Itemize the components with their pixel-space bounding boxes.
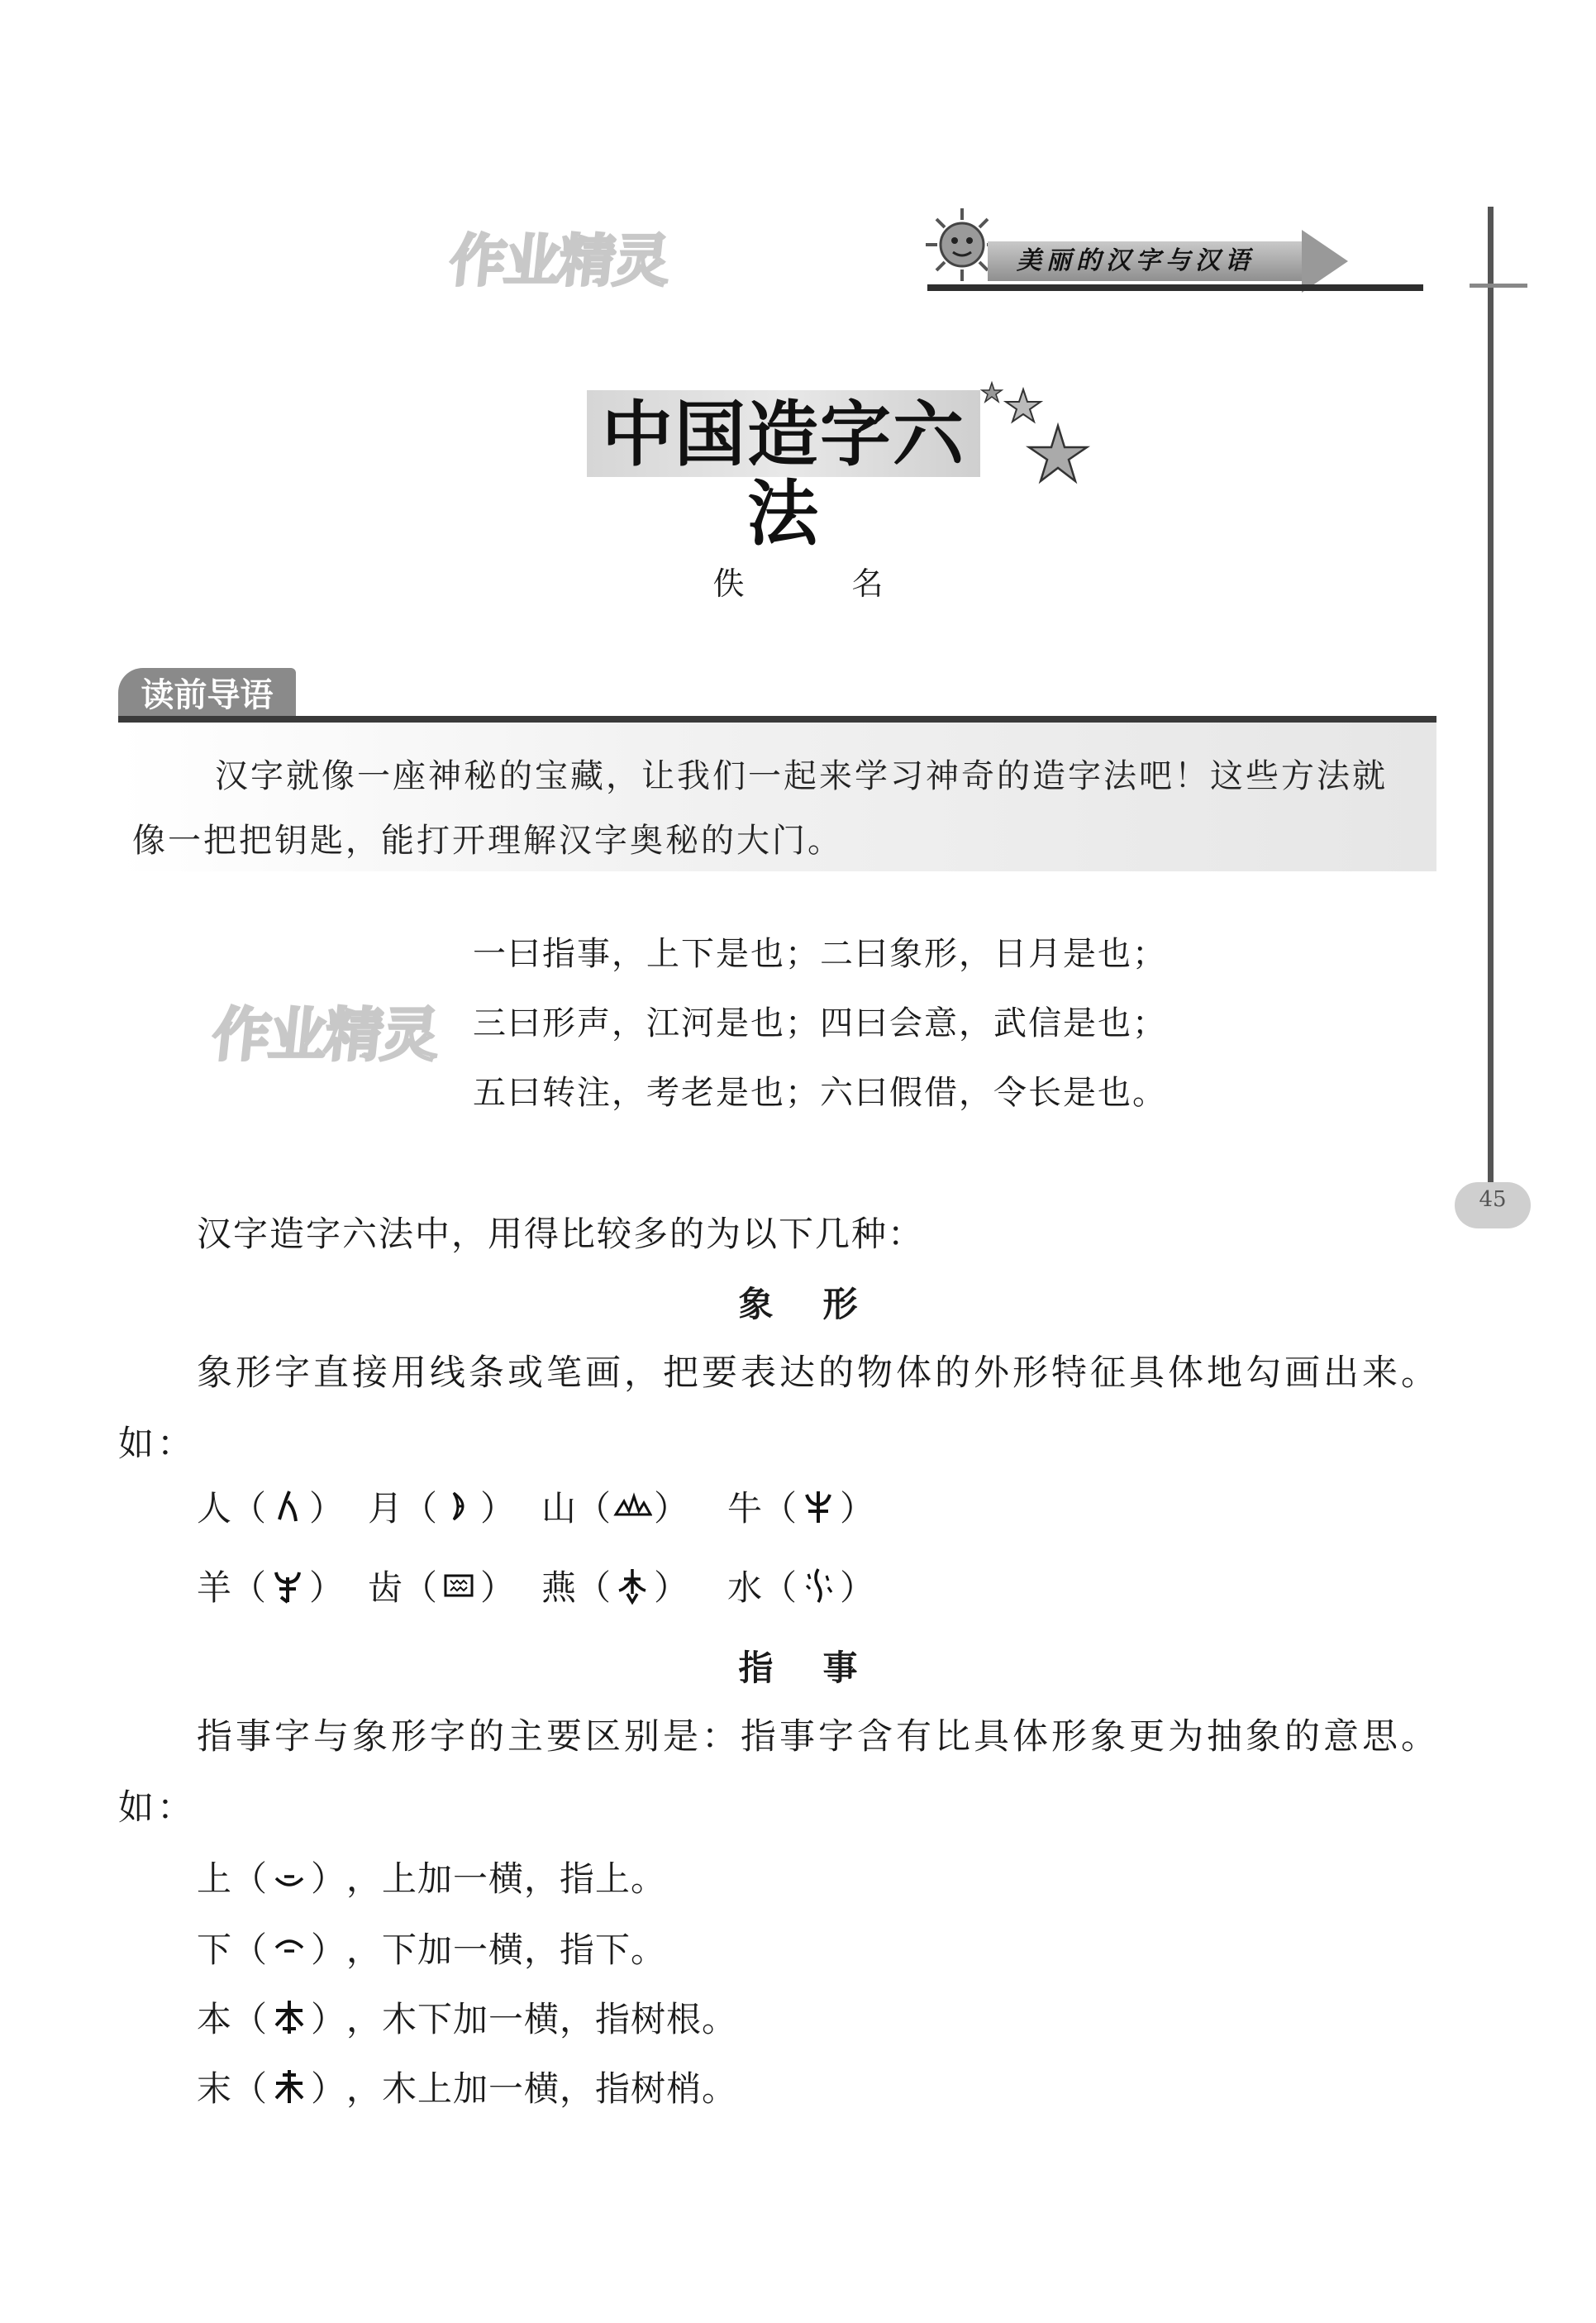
watermark: 作业精灵 — [446, 229, 672, 294]
shang-glyph-icon — [269, 1857, 309, 1896]
banner-arrow-icon — [1302, 230, 1348, 293]
example-yang: 羊 （ ） — [197, 1561, 344, 1610]
example-char: 齿 — [368, 1567, 403, 1608]
example-text: ，木上加一横，指树梢。 — [346, 2068, 738, 2109]
yan-glyph-icon — [612, 1566, 652, 1605]
example-char: 下 — [197, 1929, 233, 1970]
example-char: 燕 — [541, 1567, 577, 1608]
poem-line: 一曰指事，上下是也；二曰象形，日月是也； — [473, 935, 1167, 973]
zhishi-example-mo: 末 （ ） ，木上加一横，指树梢。 — [197, 2062, 737, 2111]
example-yue: 月 （ ） — [368, 1481, 515, 1531]
chi-glyph-icon — [439, 1566, 479, 1605]
stars-icon — [975, 376, 1099, 500]
zhishi-description: 指事字与象形字的主要区别是：指事字含有比具体形象更为抽象的意思。如： — [118, 1716, 1440, 1829]
guide-rule — [118, 716, 1436, 723]
example-shui: 水 （ ） — [727, 1561, 874, 1610]
poem-line: 五曰转注，考老是也；六曰假借，令长是也。 — [473, 1074, 1167, 1112]
example-text: ，上加一横，指上。 — [346, 1858, 667, 1899]
example-text: ，下加一横，指下。 — [346, 1929, 667, 1970]
example-yan: 燕 （ ） — [541, 1561, 688, 1610]
margin-line-cross — [1470, 284, 1527, 288]
zhishi-example-ben: 本 （ ） ，木下加一横，指树根。 — [197, 1992, 737, 2042]
margin-line — [1488, 207, 1494, 1199]
poem-line: 三曰形声，江河是也；四曰会意，武信是也； — [473, 1004, 1167, 1042]
page-number: 45 — [1479, 1187, 1507, 1212]
zhishi-example-xia: 下 （ ） ，下加一横，指下。 — [197, 1923, 666, 1972]
example-shan: 山 （ ） — [541, 1481, 688, 1531]
example-char: 上 — [197, 1858, 233, 1899]
guide-text: 汉字就像一座神秘的宝藏，让我们一起来学习神奇的造字法吧！这些方法就像一把把钥匙，能打开理解汉字奥秘的大门。 — [132, 757, 1388, 860]
yue-glyph-icon — [439, 1486, 479, 1526]
banner-text: 美丽的汉字与汉语 — [1017, 246, 1255, 275]
page-title: 中国造字六法 — [602, 393, 965, 556]
banner-underline — [927, 284, 1423, 291]
example-char: 水 — [727, 1567, 763, 1608]
xiangxing-description: 象形字直接用线条或笔画，把要表达的物体的外形特征具体地勾画出来。如： — [118, 1352, 1440, 1465]
example-char: 末 — [197, 2068, 233, 2109]
zhishi-example-shang: 上 （ ） ，上加一横，指上。 — [197, 1852, 666, 1901]
example-char: 本 — [197, 1999, 233, 2039]
shui-glyph-icon — [798, 1566, 838, 1605]
niu-glyph-icon — [798, 1486, 838, 1526]
ren-glyph-icon — [268, 1486, 307, 1526]
example-char: 人 — [197, 1488, 232, 1529]
example-text: ，木下加一横，指树根。 — [346, 1999, 738, 2039]
yang-glyph-icon — [268, 1566, 307, 1605]
example-char: 羊 — [197, 1567, 232, 1608]
section-title-zhishi: 指事 — [738, 1648, 908, 1688]
example-char: 山 — [541, 1488, 577, 1529]
example-niu: 牛 （ ） — [727, 1481, 874, 1531]
ben-glyph-icon — [269, 1997, 309, 2037]
intro-text: 汉字造字六法中，用得比较多的为以下几种： — [197, 1214, 925, 1254]
shan-glyph-icon — [612, 1486, 652, 1526]
watermark: 作业精灵 — [209, 1001, 441, 1069]
example-char: 牛 — [727, 1488, 763, 1529]
example-ren: 人 （ ） — [197, 1481, 344, 1531]
guide-label: 读前导语 — [141, 675, 274, 714]
example-char: 月 — [368, 1488, 403, 1529]
section-title-xiangxing: 象形 — [738, 1284, 908, 1324]
author: 佚 名 — [712, 565, 922, 602]
mo-glyph-icon — [269, 2067, 309, 2106]
example-chi: 齿 （ ） — [368, 1561, 515, 1610]
xia-glyph-icon — [269, 1928, 309, 1968]
